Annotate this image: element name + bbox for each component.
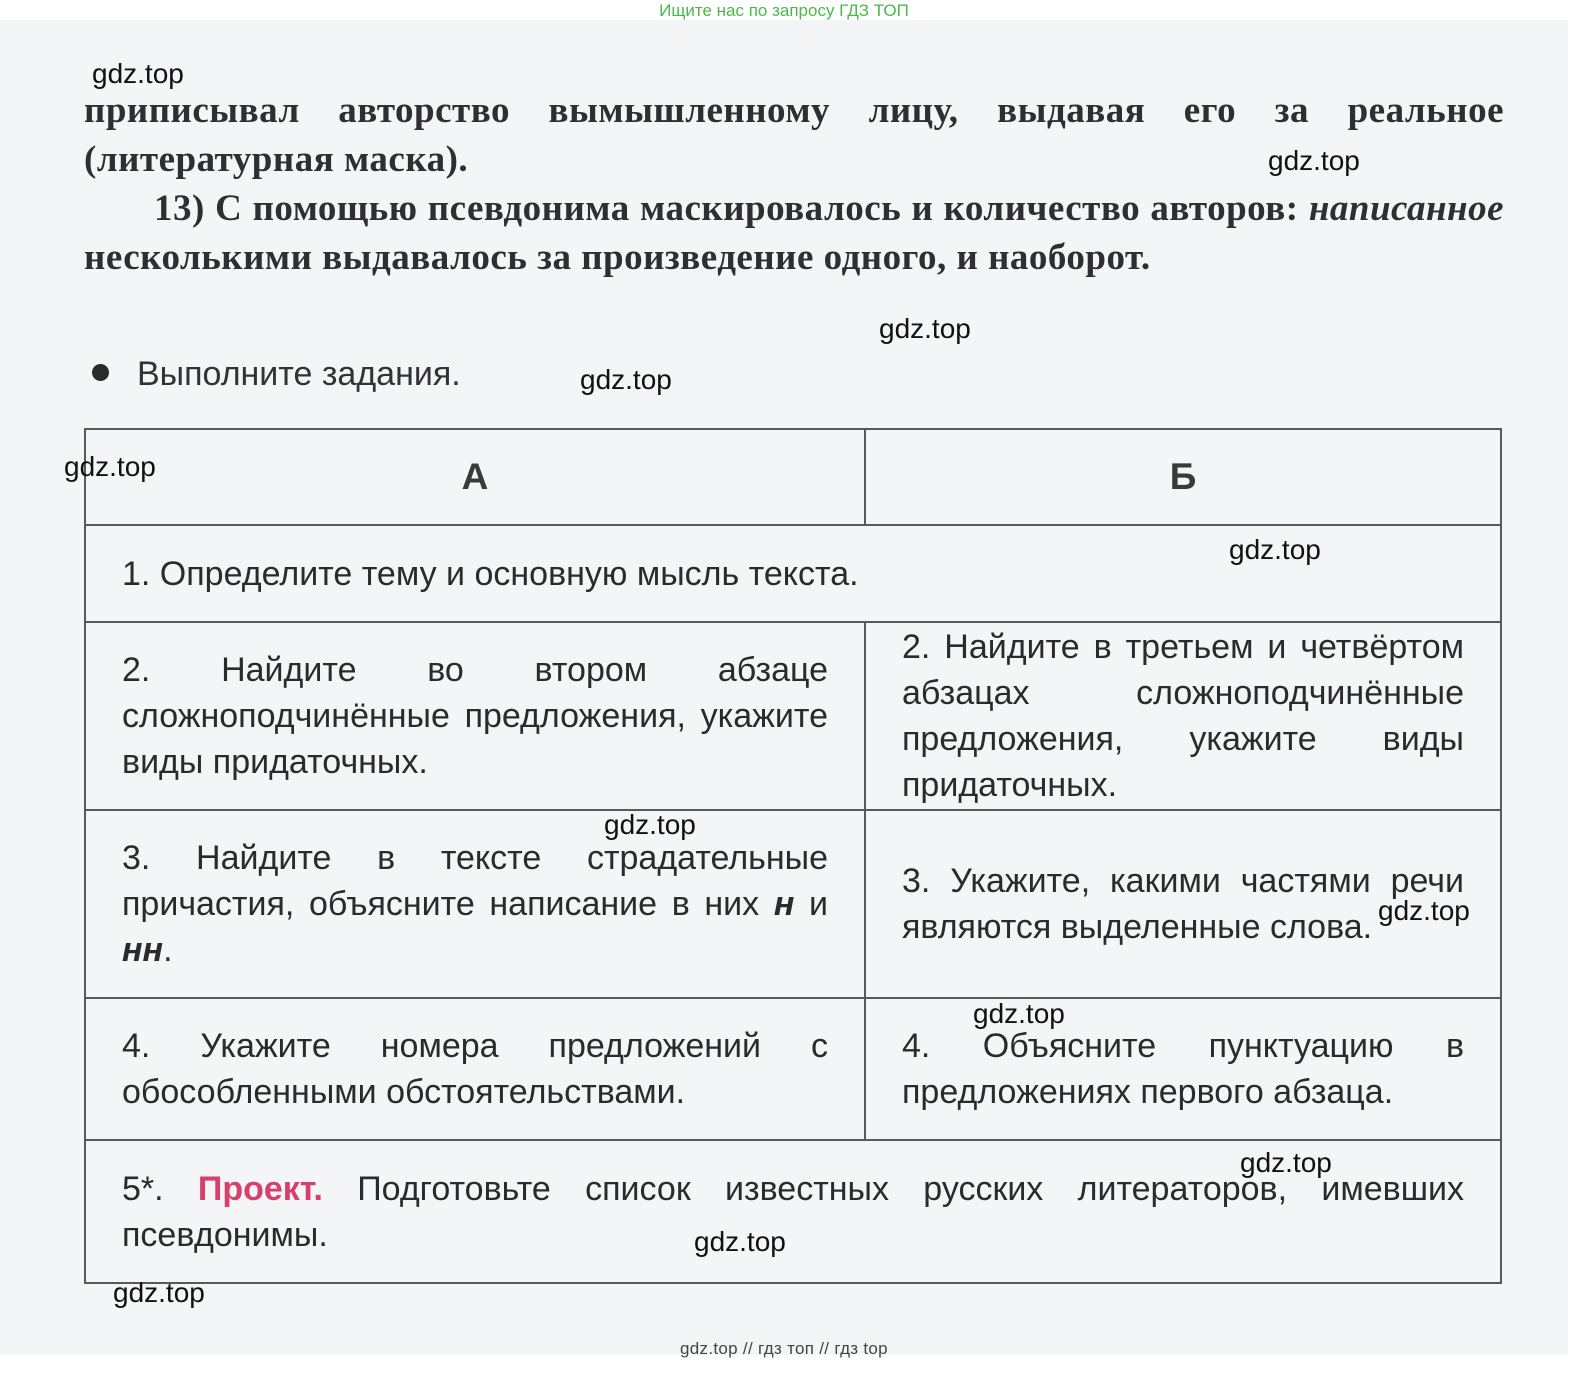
task-5-number: 5*. [122,1169,198,1208]
task-2a: 2. Найдите во втором абзаце сложноподчинённые предложения, укажите виды придаточных. [85,622,865,810]
task-3a-nn: нн [122,931,164,969]
task-4b: 4. Объясните пунктуацию в предложениях первого абзаца. [865,998,1501,1140]
paragraph-13-end: несколькими выдавалось за произведение одного, и наоборот. [84,237,1151,278]
watermark: gdz.top [113,1277,205,1308]
column-a-header: А [85,429,865,525]
instruction-line [92,352,461,396]
paragraph-13-italic: написанное [1308,188,1504,229]
table-row [85,998,1501,1140]
task-3a-and: и [794,885,828,923]
bottom-banner[interactable]: gdz.top // гдз топ // гдз top [680,1339,888,1358]
project-label: Проект. [197,1169,323,1208]
watermark: gdz.top [580,364,672,395]
task-3b: 3. Укажите, какими частями речи являются выделенные слова. [865,810,1501,998]
task-2b: 2. Найдите в третьем и четвёртом абзацах сложноподчинённые предложения, укажите виды придаточных. [865,622,1501,810]
watermark: gdz.top [1268,145,1360,176]
task-3a-text: 3. Найдите в тексте страдательные причастия, объясните написание в них [122,839,828,923]
watermark: gdz.top [879,313,971,344]
watermark: gdz.top [1240,1147,1332,1178]
watermark: gdz.top [64,451,156,482]
task-3a-dot: . [163,931,173,969]
task-3a [85,810,865,998]
watermark: gdz.top [1229,534,1321,565]
task-3a-n: н [773,885,795,923]
instruction-text: Выполните задания. [137,355,461,393]
table-row [85,810,1501,998]
bullet-icon [92,364,109,381]
paragraph-12-tail: приписывал авторство вымышленному лицу, выдавая его за реальное (литературная маска). [84,90,1504,180]
paragraph-13 [84,184,1504,282]
watermark: gdz.top [973,998,1065,1029]
watermark: gdz.top [92,58,184,89]
task-4a: 4. Укажите номера предложений с обособленными обстоятельствами. [85,998,865,1140]
table-header-row [85,429,1501,525]
top-banner[interactable]: Ищите нас по запросу ГДЗ ТОП [659,1,909,20]
table-row [85,622,1501,810]
watermark: gdz.top [604,809,696,840]
task-5-text: Подготовьте список известных русских литераторов, имевших псевдонимы. [122,1169,1464,1254]
watermark: gdz.top [1378,895,1470,926]
column-b-header: Б [865,429,1501,525]
task-1: 1. Определите тему и основную мысль текста. [85,525,1501,622]
watermark: gdz.top [694,1226,786,1257]
paragraph-13-start: 13) С помощью псевдонима маскировалось и количество авторов: [154,188,1309,229]
